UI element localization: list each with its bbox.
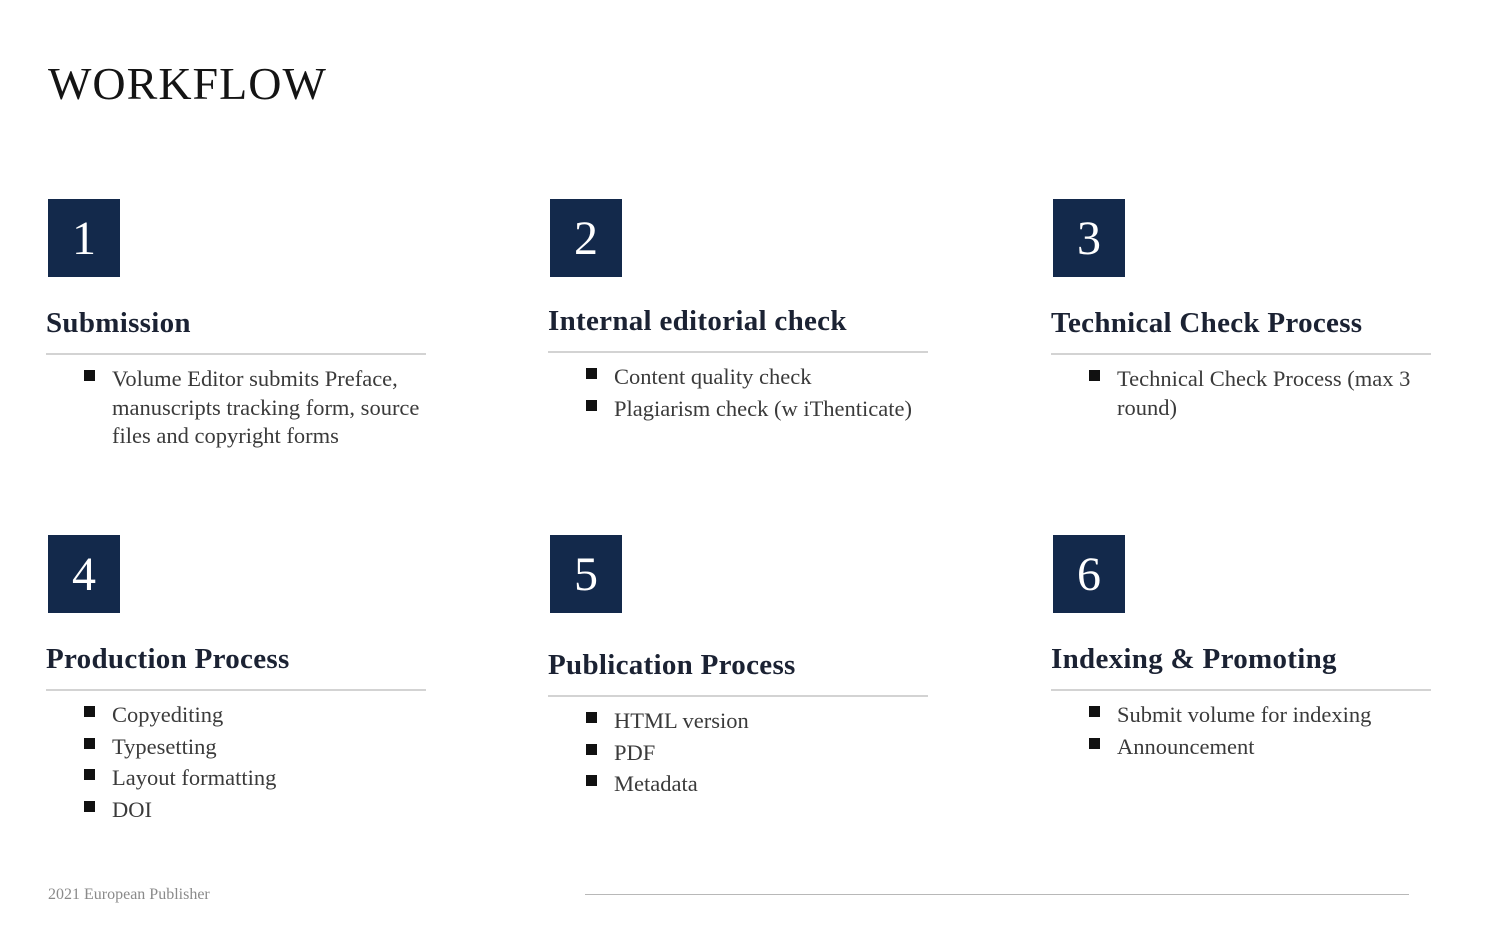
list-item-text: Volume Editor submits Preface, manuscripts tracking form, source files and copyright forms [112,366,420,448]
list-item-text: Plagiarism check (w iThenticate) [614,395,913,421]
step-4 [46,535,430,822]
step-bullet-list [1089,701,1435,764]
list-item-text: Copyediting [112,702,224,727]
step-number-badge: 4 [48,535,120,613]
list-item [586,707,932,736]
step-title: Technical Check Process [1051,307,1363,339]
list-item [586,363,932,392]
square-bullet-icon [1089,370,1100,381]
step-divider [1051,689,1431,691]
step-number-badge: 6 [1053,535,1125,613]
step-divider [548,695,928,697]
list-item [1089,365,1435,422]
step-bullet-list [586,707,932,802]
square-bullet-icon [1089,738,1100,749]
footer-divider [585,894,1409,895]
step-number-badge: 1 [48,199,120,277]
step-title: Publication Process [548,649,796,681]
step-divider [46,353,426,355]
square-bullet-icon [84,769,95,780]
step-number-badge: 3 [1053,199,1125,277]
square-bullet-icon [1089,706,1100,717]
list-item [586,395,932,424]
step-bullet-list [84,701,430,827]
list-item [84,796,430,825]
list-item [84,733,430,762]
list-item [84,764,430,793]
list-item-text: PDF [614,739,656,765]
list-item-text: Layout formatting [112,765,277,790]
list-item [586,739,932,768]
square-bullet-icon [84,370,95,381]
square-bullet-icon [84,738,95,749]
step-number-badge: 2 [550,199,622,277]
step-bullet-list [1089,365,1435,425]
list-item-text: DOI [112,796,152,822]
square-bullet-icon [84,801,95,812]
list-item [1089,701,1435,730]
footer-copyright: 2021 European Publisher [48,886,210,903]
square-bullet-icon [84,706,95,717]
step-divider [46,689,426,691]
step-5 [548,535,932,796]
step-2 [548,199,932,421]
step-divider [548,351,928,353]
step-6 [1051,535,1435,759]
square-bullet-icon [586,775,597,786]
step-bullet-list [586,363,932,426]
step-title: Internal editorial check [548,305,847,337]
list-item [84,701,430,730]
square-bullet-icon [586,368,597,379]
square-bullet-icon [586,712,597,723]
list-item-text: HTML version [614,708,749,733]
list-item-text: Submit volume for indexing [1117,702,1372,727]
list-item-text: Content quality check [614,364,812,389]
square-bullet-icon [586,744,597,755]
step-1 [46,199,430,448]
square-bullet-icon [586,400,597,411]
step-divider [1051,353,1431,355]
step-title: Submission [46,307,191,339]
list-item [1089,733,1435,762]
step-bullet-list [84,365,430,454]
page-title: WORKFLOW [48,58,327,109]
list-item-text: Technical Check Process (max 3 round) [1117,366,1411,420]
step-number-badge: 5 [550,535,622,613]
list-item-text: Metadata [614,771,698,796]
step-title: Indexing & Promoting [1051,643,1337,675]
list-item-text: Typesetting [112,733,217,759]
step-title: Production Process [46,643,290,675]
list-item-text: Announcement [1117,733,1255,759]
list-item [586,770,932,799]
list-item [84,365,430,451]
step-3 [1051,199,1435,420]
